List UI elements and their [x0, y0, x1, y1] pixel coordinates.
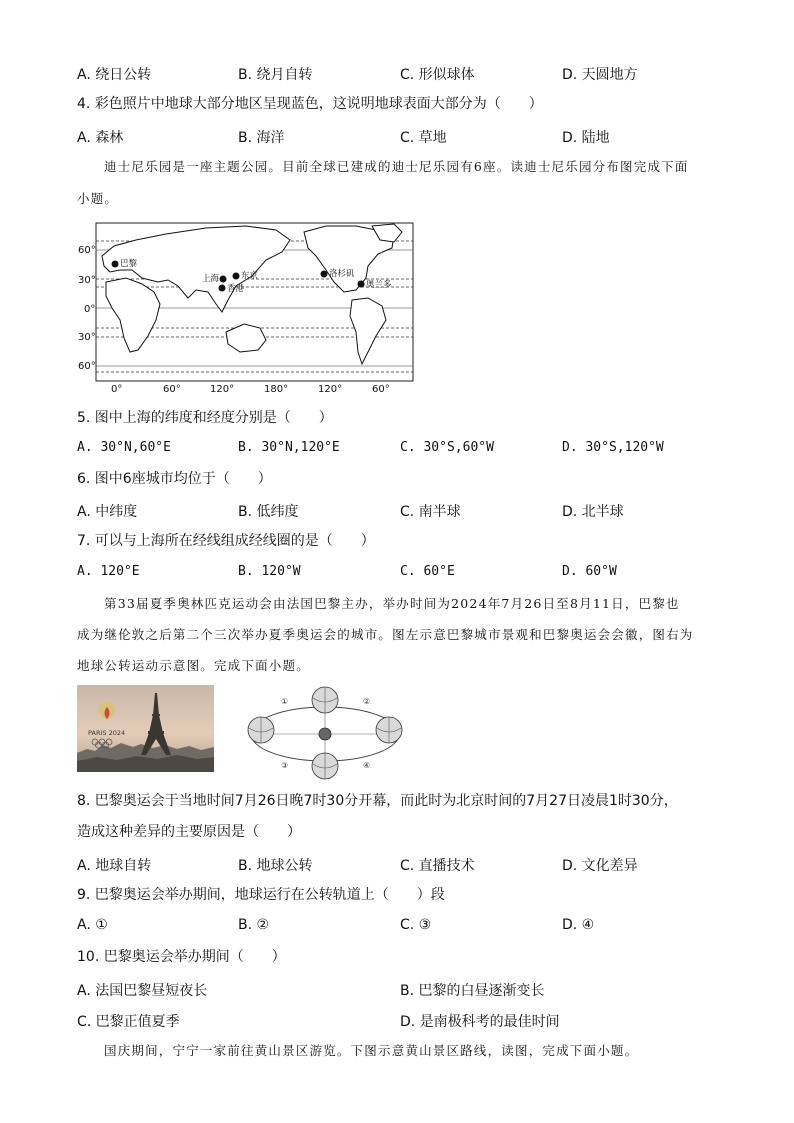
- q9-option-c[interactable]: C. ③: [400, 917, 432, 933]
- q6-option-a[interactable]: A. 中纬度: [77, 504, 138, 520]
- lat-label-60n: 60°: [78, 245, 96, 256]
- q9-option-a[interactable]: A. ①: [77, 917, 108, 933]
- tokyo-marker: [233, 273, 240, 280]
- lat-label-0: 0°: [84, 304, 96, 315]
- q8-stem-line-1: 8. 巴黎奥运会于当地时间7月26日晚7时30分开幕，而此时为北京时间的7月27日凌晨1时30分，: [77, 793, 678, 809]
- q6-option-c[interactable]: C. 南半球: [400, 504, 461, 520]
- city-label-tokyo: 东京: [241, 271, 259, 281]
- city-label-paris: 巴黎: [120, 259, 138, 269]
- paris-photo: [77, 685, 214, 772]
- q7-option-c[interactable]: C. 60°E: [400, 564, 455, 579]
- disney-intro-line-2: 小题。: [77, 191, 119, 206]
- q7-stem: 7. 可以与上海所在经线组成经线圈的是（ ）: [77, 533, 375, 549]
- city-label-losangeles: 洛杉矶: [329, 269, 355, 279]
- q5-stem: 5. 图中上海的纬度和经度分别是（ ）: [77, 410, 333, 426]
- q4-option-c[interactable]: C. 草地: [400, 130, 447, 146]
- lon-label-60w: 60°: [372, 384, 390, 392]
- earth-orbit-diagram: [243, 682, 407, 782]
- q9-stem: 9. 巴黎奥运会举办期间，地球运行在公转轨道上（ ）段: [77, 887, 445, 903]
- q10-option-a[interactable]: A. 法国巴黎昼短夜长: [77, 983, 208, 999]
- q9-option-d[interactable]: D. ④: [562, 917, 595, 933]
- city-label-shanghai: 上海: [202, 274, 220, 284]
- q5-option-c[interactable]: C. 30°S,60°W: [400, 440, 494, 455]
- losangeles-marker: [321, 271, 328, 278]
- lat-label-30s: 30°: [78, 332, 96, 343]
- city-label-hongkong: 香港: [227, 284, 245, 294]
- q6-option-b[interactable]: B. 低纬度: [238, 504, 299, 520]
- orbit-label-4: ④: [363, 761, 371, 770]
- lon-label-60e: 60°: [163, 384, 181, 392]
- earth-right-icon: [376, 717, 402, 743]
- orbit-label-2: ②: [363, 697, 371, 706]
- lon-label-180: 180°: [264, 384, 289, 392]
- q4-option-a[interactable]: A. 森林: [77, 130, 124, 146]
- q8-stem-line-2: 造成这种差异的主要原因是（ ）: [77, 824, 301, 840]
- q10-stem: 10. 巴黎奥运会举办期间（ ）: [77, 949, 286, 965]
- q6-option-d[interactable]: D. 北半球: [562, 504, 624, 520]
- earth-top-icon: [312, 687, 338, 713]
- q4-option-d[interactable]: D. 陆地: [562, 130, 610, 146]
- orbit-label-3: ③: [281, 761, 289, 770]
- olympic-intro-line-1: 第33届夏季奥林匹克运动会由法国巴黎主办，举办时间为2024年7月26日至8月11日，巴黎也: [104, 596, 680, 611]
- lat-label-60s: 60°: [78, 361, 96, 372]
- olympic-intro-line-3: 地球公转运动示意图。完成下面小题。: [77, 658, 310, 673]
- q5-option-b[interactable]: B. 30°N,120°E: [238, 440, 340, 455]
- q8-option-b[interactable]: B. 地球公转: [238, 858, 313, 874]
- q8-option-c[interactable]: C. 直播技术: [400, 858, 475, 874]
- q3-option-a[interactable]: A. 绕日公转: [77, 67, 152, 83]
- huangshan-intro: 国庆期间，宁宁一家前往黄山景区游览。下图示意黄山景区路线，读图，完成下面小题。: [104, 1043, 639, 1058]
- earth-left-icon: [248, 717, 274, 743]
- q10-option-b[interactable]: B. 巴黎的白昼逐渐变长: [400, 983, 545, 999]
- paris-marker: [112, 261, 119, 268]
- q4-stem: 4. 彩色照片中地球大部分地区呈现蓝色，这说明地球表面大部分为（ ）: [77, 96, 543, 112]
- q3-option-c[interactable]: C. 形似球体: [400, 67, 475, 83]
- q9-option-b[interactable]: B. ②: [238, 917, 270, 933]
- disney-intro-line-1: 迪士尼乐园是一座主题公园。目前全球已建成的迪士尼乐园有6座。读迪士尼乐园分布图完成下面: [104, 159, 689, 174]
- q3-option-d[interactable]: D. 天圆地方: [562, 67, 638, 83]
- orbit-label-1: ①: [281, 697, 289, 706]
- olympic-intro-line-2: 成为继伦敦之后第二个三次举办夏季奥运会的城市。图左示意巴黎城市景观和巴黎奥运会会徽，图右为: [77, 627, 694, 642]
- q3-option-b[interactable]: B. 绕月自转: [238, 67, 313, 83]
- q10-option-d[interactable]: D. 是南极科考的最佳时间: [400, 1014, 560, 1030]
- q7-option-d[interactable]: D. 60°W: [562, 564, 617, 579]
- q4-option-b[interactable]: B. 海洋: [238, 130, 285, 146]
- shanghai-marker: [220, 276, 227, 283]
- earth-bottom-icon: [312, 753, 338, 779]
- paris-2024-logo-text: PARIS 2024: [88, 729, 126, 737]
- q8-option-d[interactable]: D. 文化差异: [562, 858, 638, 874]
- q7-option-a[interactable]: A. 120°E: [77, 564, 140, 579]
- disney-world-map: [76, 220, 418, 392]
- q6-stem: 6. 图中6座城市均位于（ ）: [77, 471, 272, 487]
- q10-option-c[interactable]: C. 巴黎正值夏季: [77, 1014, 180, 1030]
- lon-label-120w: 120°: [318, 384, 343, 392]
- q5-option-d[interactable]: D. 30°S,120°W: [562, 440, 664, 455]
- lon-label-120e: 120°: [210, 384, 235, 392]
- orlando-marker: [358, 281, 365, 288]
- city-label-orlando: 奥兰多: [366, 280, 392, 290]
- hongkong-marker: [219, 285, 226, 292]
- lat-label-30n: 30°: [78, 275, 96, 286]
- lon-label-0: 0°: [111, 384, 123, 392]
- q8-option-a[interactable]: A. 地球自转: [77, 858, 152, 874]
- q5-option-a[interactable]: A. 30°N,60°E: [77, 440, 171, 455]
- q7-option-b[interactable]: B. 120°W: [238, 564, 301, 579]
